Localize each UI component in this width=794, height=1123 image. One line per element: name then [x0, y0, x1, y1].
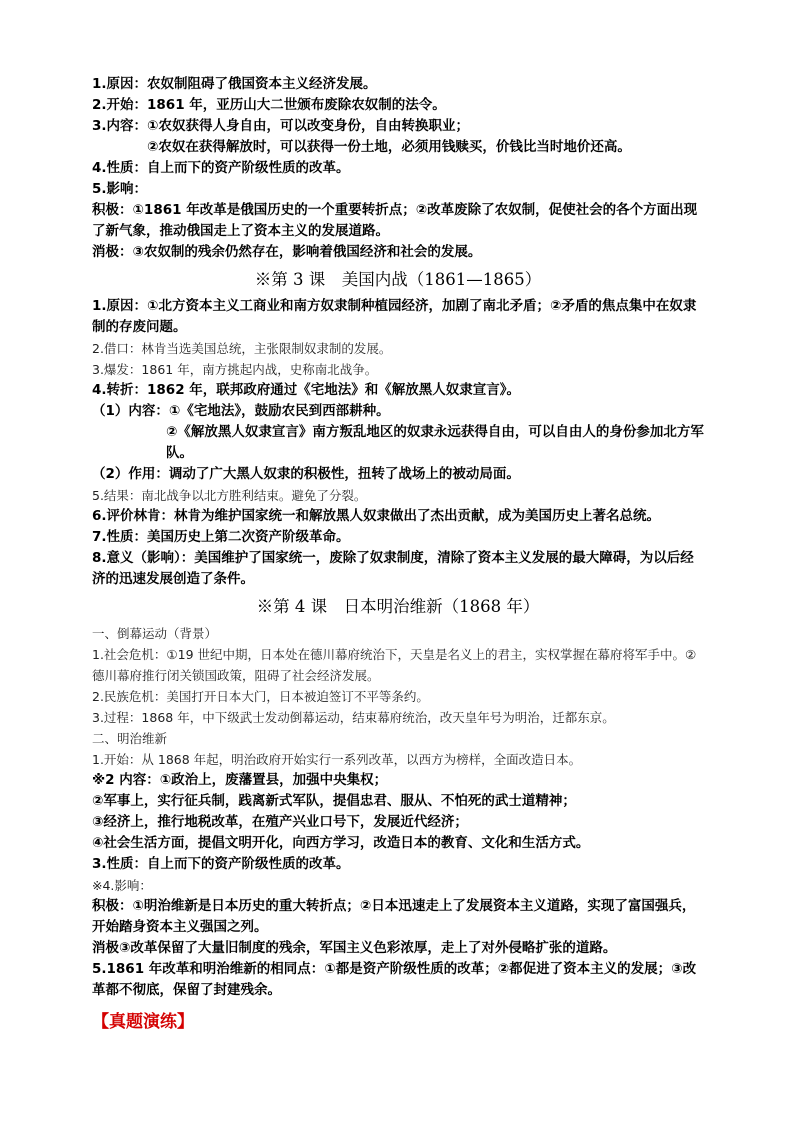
- russia-start: 2.开始：1861 年，亚历山大二世颁布废除农奴制的法令。: [92, 97, 446, 113]
- japan-subheading-meiji: 二、明治维新: [92, 731, 168, 746]
- us-civil-war-section: [92, 267, 704, 590]
- reform-comparison: 5.1861 年改革和明治维新的相同点：①都是资产阶级性质的改革；②都促进了资本主义的发展；③改革都不彻底，保留了封建残余。: [92, 961, 697, 998]
- usa-nature: 7.性质：美国历史上第二次资产阶级革命。: [92, 529, 350, 545]
- russia-content-2: ②农奴在获得解放时，可以获得一份土地，必须用钱赎买，价钱比当时地价还高。: [147, 139, 631, 155]
- japan-content-politics: ※2 内容：①政治上，废藩置县，加强中央集权；: [92, 772, 388, 788]
- document-page: [92, 74, 704, 1035]
- japan-subheading-background: 一、倒幕运动（背景）: [92, 626, 218, 641]
- usa-result: 5.结果：南北战争以北方胜利结束。避免了分裂。: [92, 488, 367, 503]
- japan-nature: 3.性质：自上而下的资产阶级性质的改革。: [92, 856, 350, 872]
- usa-effect: （2）作用：调动了广大黑人奴隶的积极性，扭转了战场上的被动局面。: [92, 466, 520, 482]
- japan-impact-heading: ※4.影响：: [92, 878, 152, 893]
- japan-start: 1.开始：从 1868 年起，明治政府开始实行一系列改革，以西方为榜样，全面改造日本。: [92, 752, 582, 767]
- japan-social-crisis: 1.社会危机：①19 世纪中期，日本处在德川幕府统治下，天皇是名义上的君主，实权掌握在幕府将军手中。②德川幕府推行闭关锁国政策，阻碍了社会经济发展。: [92, 647, 697, 683]
- japan-national-crisis: 2.民族危机：美国打开日本大门，日本被迫签订不平等条约。: [92, 689, 429, 704]
- japan-content-economy: ③经济上，推行地税改革，在殖产兴业口号下，发展近代经济；: [92, 814, 468, 830]
- usa-content-2: ②《解放黑人奴隶宣言》南方叛乱地区的奴隶永远获得自由，可以自由人的身份参加北方军队。: [166, 424, 704, 461]
- usa-pretext: 2.借口：林肯当选美国总统，主张限制奴隶制的发展。: [92, 341, 392, 356]
- russia-impact-positive: 积极：①1861 年改革是俄国历史的一个重要转折点；②改革废除了农奴制，促使社会的各个方面出现了新气象，推动俄国走上了资本主义的发展道路。: [92, 202, 698, 239]
- usa-lincoln-evaluation: 6.评价林肯：林肯为维护国家统一和解放黑人奴隶做出了杰出贡献，成为美国历史上著名总统。: [92, 508, 661, 524]
- russia-impact-negative: 消极：③农奴制的残余仍然存在，影响着俄国经济和社会的发展。: [92, 244, 482, 260]
- russia-impact-heading: 5.影响：: [92, 181, 148, 197]
- russia-reform-section: [92, 74, 704, 263]
- section-title-lesson-3: ※第 3 课 美国内战（1861—1865）: [254, 270, 542, 289]
- japan-content-military: ②军事上，实行征兵制，践离新式军队，提倡忠君、服从、不怕死的武士道精神；: [92, 793, 576, 809]
- russia-content: 3.内容：①农奴获得人身自由，可以改变身份，自由转换职业；: [92, 118, 469, 134]
- usa-significance: 8.意义（影响）：美国维护了国家统一，废除了奴隶制度，清除了资本主义发展的最大障碍，为以后经济的迅速发展创造了条件。: [92, 550, 694, 587]
- usa-content-1: （1）内容：①《宅地法》，鼓励农民到西部耕种。: [92, 403, 390, 419]
- usa-outbreak: 3.爆发：1861 年，南方挑起内战，史称南北战争。: [92, 362, 378, 377]
- japan-meiji-section: [92, 594, 704, 1001]
- japan-content-society: ④社会生活方面，提倡文明开化，向西方学习，改造日本的教育、文化和生活方式。: [92, 835, 590, 851]
- japan-impact-positive: 积极：①明治维新是日本历史的重大转折点；②日本迅速走上了发展资本主义道路，实现了富国强兵，开始踏身资本主义强国之列。: [92, 898, 696, 935]
- russia-nature: 4.性质：自上而下的资产阶级性质的改革。: [92, 160, 350, 176]
- section-title-lesson-4: ※第 4 课 日本明治维新（1868 年）: [256, 597, 540, 616]
- usa-turning-point: 4.转折：1862 年，联邦政府通过《宅地法》和《解放黑人奴隶宣言》。: [92, 382, 521, 398]
- japan-impact-negative: 消极③改革保留了大量旧制度的残余，军国主义色彩浓厚，走上了对外侵略扩张的道路。: [92, 940, 617, 956]
- practice-tag: 【真题演练】: [92, 1012, 194, 1032]
- usa-cause: 1.原因：①北方资本主义工商业和南方奴隶制种植园经济，加剧了南北矛盾；②矛盾的焦点集中在奴隶制的存废问题。: [92, 298, 697, 335]
- russia-cause: 1.原因：农奴制阻碍了俄国资本主义经济发展。: [92, 76, 377, 92]
- japan-process: 3.过程：1868 年，中下级武士发动倒幕运动，结束幕府统治，改天皇年号为明治，迁都东京。: [92, 710, 615, 725]
